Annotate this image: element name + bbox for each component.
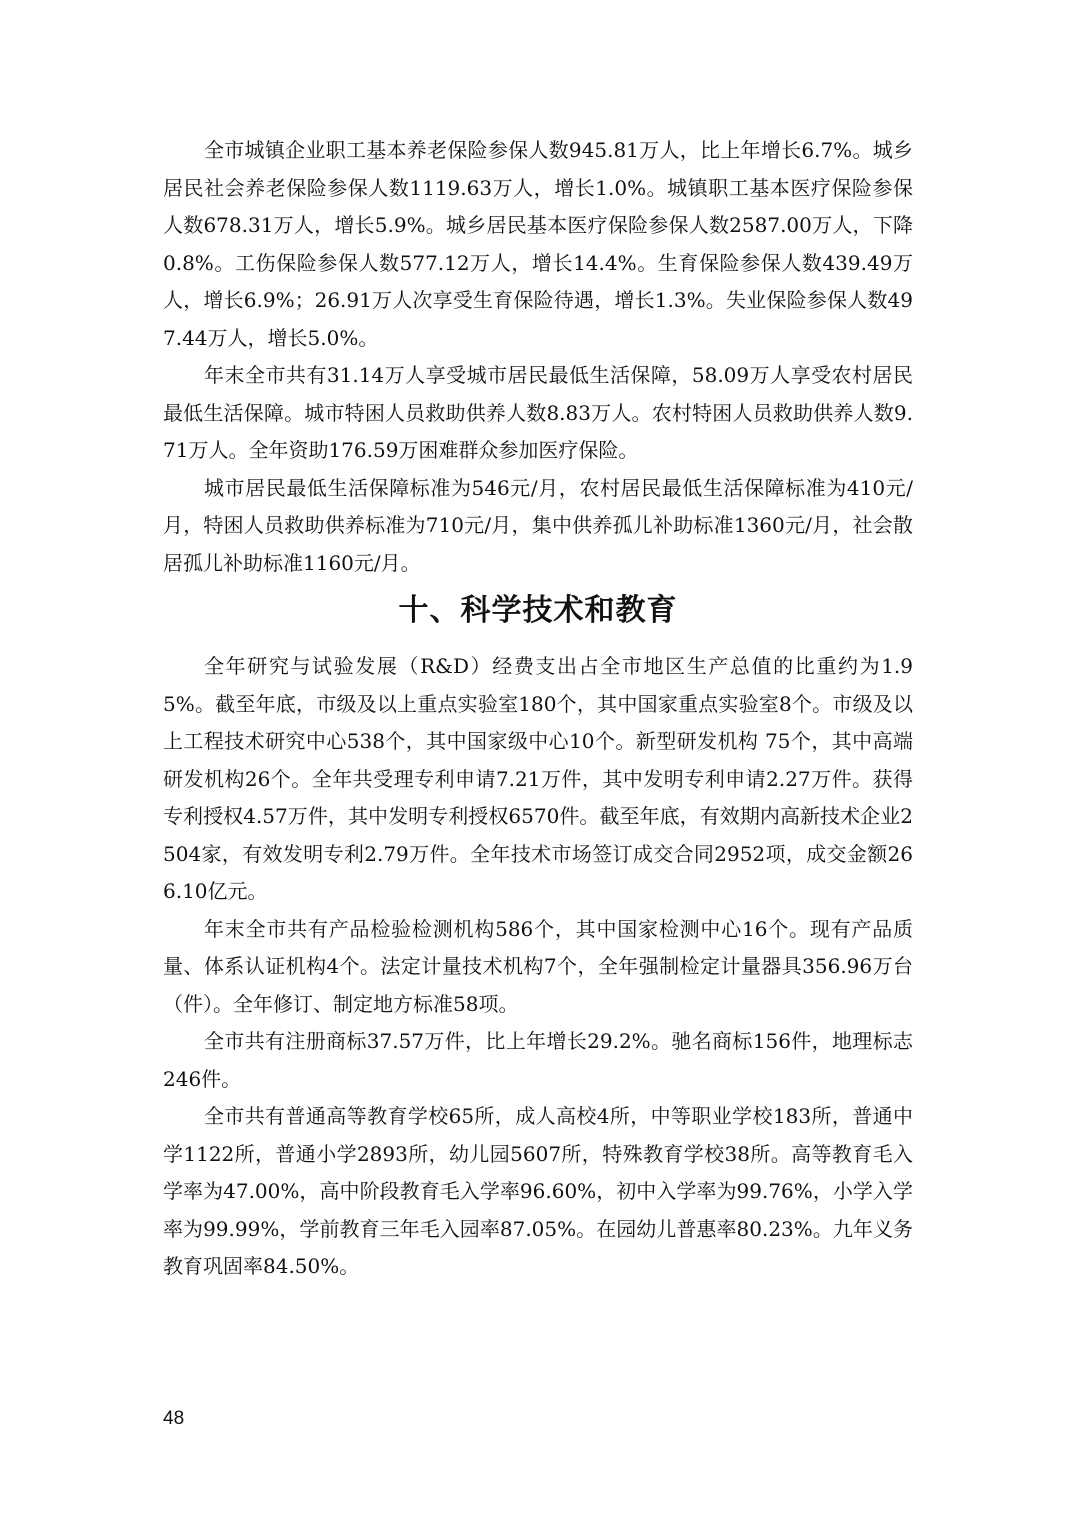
paragraph-social-insurance: 全市城镇企业职工基本养老保险参保人数945.81万人，比上年增长6.7%。城乡居民社会养老保险参保人数1119.63万人，增长1.0%。城镇职工基本医疗保险参保人数678.31万人，增长5.9%。城乡居民基本医疗保险参保人数2587.00万人，下降0.8%。工伤保险参保人数577.12万人，增长14.4%。生育保险参保人数439.49万人，增长6.9%；26.91万人次享受生育保险待遇，增长1.3%。失业保险参保人数497.44万人，增长5.0%。 — [163, 138, 913, 350]
paragraph-security-standards: 城市居民最低生活保障标准为546元/月，农村居民最低生活保障标准为410元/月，特困人员救助供养标准为710元/月，集中供养孤儿补助标准1360元/月，社会散居孤儿补助标准1160元/月。 — [163, 475, 913, 575]
paragraph-inspection-testing: 年末全市共有产品检验检测机构586个，其中国家检测中心16个。现有产品质量、体系认证机构4个。法定计量技术机构7个，全年强制检定计量器具356.96万台（件）。全年修订、制定地方标准58项。 — [163, 916, 913, 1016]
paragraph-minimum-living-security: 年末全市共有31.14万人享受城市居民最低生活保障，58.09万人享受农村居民最低生活保障。城市特困人员救助供养人数8.83万人。农村特困人员救助供养人数9.71万人。全年资助176.59万困难群众参加医疗保险。 — [163, 363, 913, 462]
page-number: 48 — [163, 1408, 185, 1429]
paragraph-education: 全市共有普通高等教育学校65所，成人高校4所，中等职业学校183所，普通中学1122所，普通小学2893所，幼儿园5607所，特殊教育学校38所。高等教育毛入学率为47.00%，高中阶段教育毛入学率96.60%，初中入学率为99.76%，小学入学率为99.99%，学前教育三年毛入园率87.05%。在园幼儿普惠率80.23%。九年义务教育巩固率84.50%。 — [163, 1104, 913, 1278]
section-heading: 十、科学技术和教育 — [398, 593, 678, 628]
paragraph-trademarks: 全市共有注册商标37.57万件，比上年增长29.2%。驰名商标156件，地理标志246件。 — [163, 1029, 913, 1091]
paragraph-research-development: 全年研究与试验发展（R&D）经费支出占全市地区生产总值的比重约为1.95%。截至年底，市级及以上重点实验室180个，其中国家重点实验室8个。市级及以上工程技术研究中心538个，其中国家级中心10个。新型研发机构 75个，其中高端研发机构26个。全年共受理专利申请7.21万件，其中发明专利申请2.27万件。获得专利授权4.57万件，其中发明专利授权6570件。截至年底，有效期内高新技术企业2504家，有效发明专利2.79万件。全年技术市场签订成交合同2952项，成交金额266.10亿元。 — [163, 654, 913, 903]
page-content — [163, 132, 913, 1286]
